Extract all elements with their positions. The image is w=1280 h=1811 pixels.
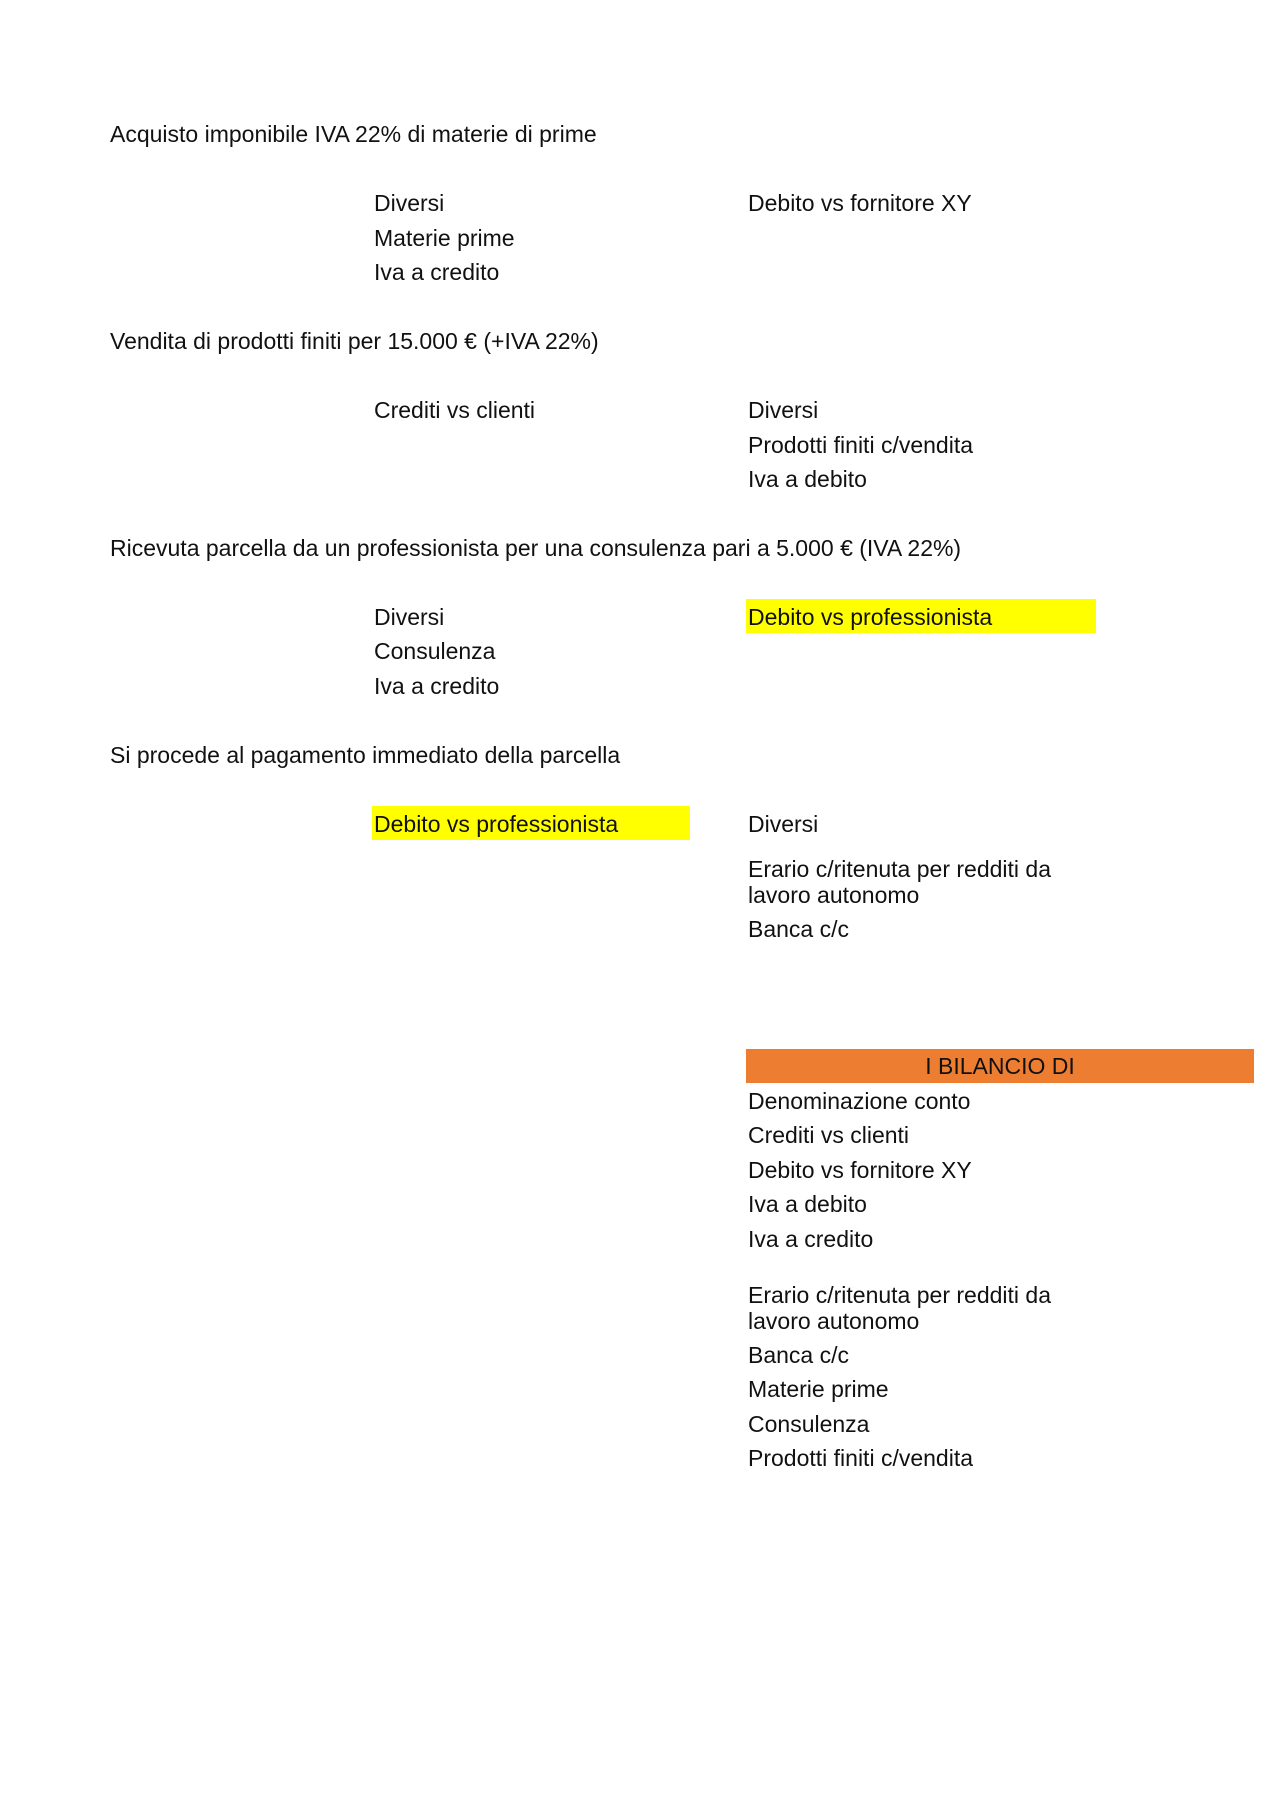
entry-4-avere-2: Erario c/ritenuta per redditi da lavoro autonomo [748,856,1051,908]
entry-1-avere-1: Debito vs fornitore XY [748,190,972,216]
bilancio-account: Materie prime [748,1376,889,1402]
entry-4-avere-1: Diversi [748,811,819,837]
entry-2-description: Vendita di prodotti finiti per 15.000 € (+IVA 22%) [110,328,599,354]
entry-3-avere-1: Debito vs professionista [748,604,993,630]
entry-4-description: Si procede al pagamento immediato della parcella [110,742,621,768]
entry-1-dare-1: Diversi [374,190,445,216]
bilancio-account: Consulenza [748,1411,870,1437]
entry-1-dare-3: Iva a credito [374,259,500,285]
bilancio-account: Prodotti finiti c/vendita [748,1445,974,1471]
entry-1-description: Acquisto imponibile IVA 22% di materie di prime [110,121,597,147]
entry-3-description: Ricevuta parcella da un professionista per una consulenza pari a 5.000 € (IVA 22%) [110,535,962,561]
entry-4-avere-3: Banca c/c [748,916,849,942]
bilancio-account: Banca c/c [748,1342,849,1368]
entry-4-dare-1: Debito vs professionista [374,811,619,837]
entry-1-dare-2: Materie prime [374,225,515,251]
entry-3-dare-1: Diversi [374,604,445,630]
bilancio-header: Denominazione conto [748,1088,971,1114]
entry-2-dare-1: Crediti vs clienti [374,397,536,423]
bilancio-title: I BILANCIO DI [746,1049,1254,1083]
entry-2-avere-2: Prodotti finiti c/vendita [748,432,974,458]
bilancio-account: Erario c/ritenuta per redditi da lavoro autonomo [748,1282,1051,1334]
bilancio-account: Iva a debito [748,1191,867,1217]
entry-2-avere-1: Diversi [748,397,819,423]
entry-3-dare-3: Iva a credito [374,673,500,699]
bilancio-account: Crediti vs clienti [748,1122,910,1148]
bilancio-account: Iva a credito [748,1226,874,1252]
entry-3-dare-2: Consulenza [374,638,496,664]
bilancio-account: Debito vs fornitore XY [748,1157,972,1183]
entry-2-avere-3: Iva a debito [748,466,867,492]
